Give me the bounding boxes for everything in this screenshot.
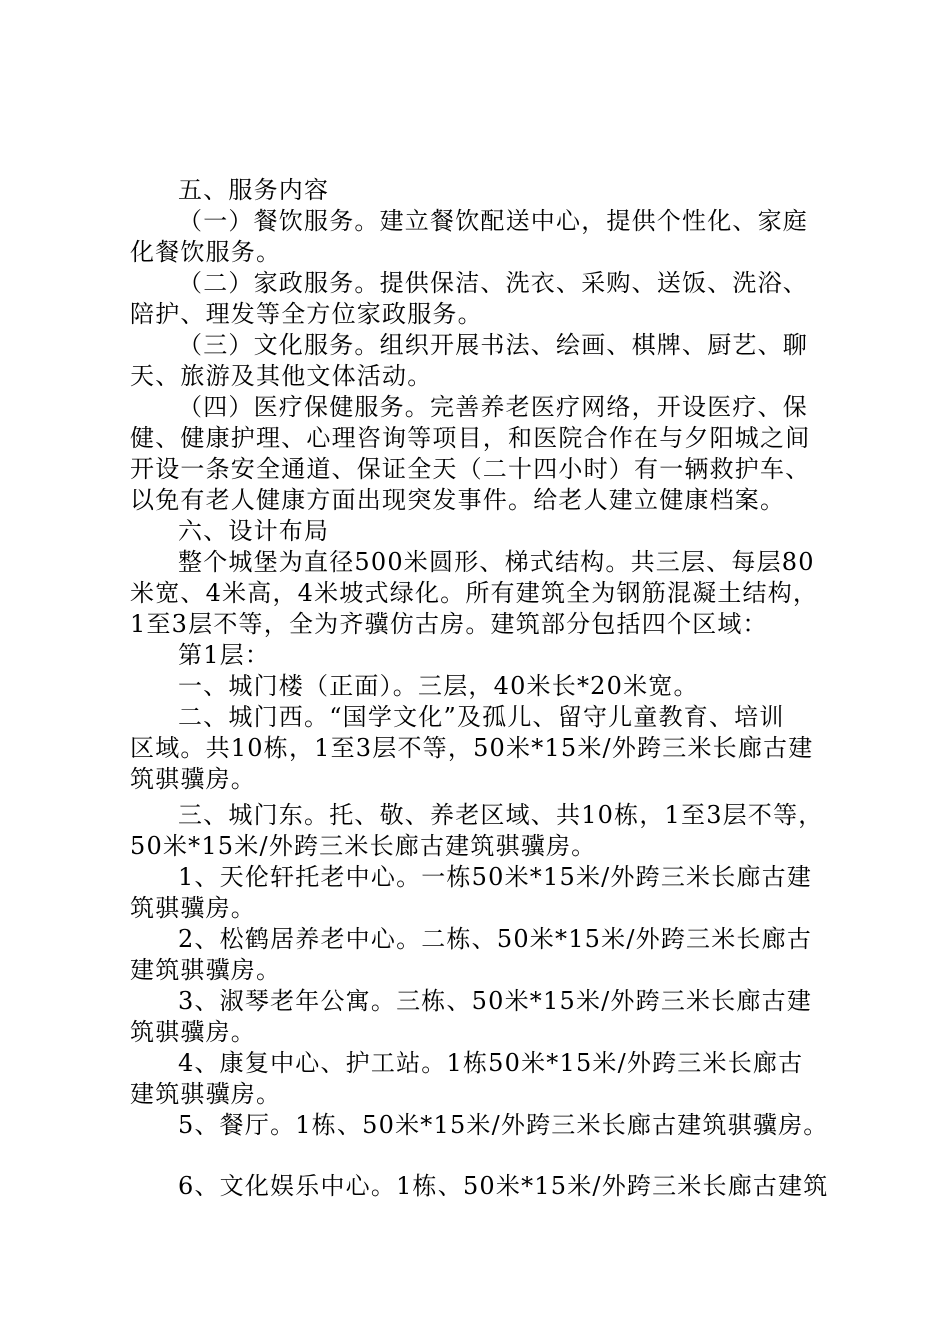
paragraph-line: 三、城门东。托、敬、养老区域、共10栋，1至3层不等， xyxy=(178,801,824,829)
paragraph-line: 米宽、4米高，4米坡式绿化。所有建筑全为钢筋混凝土结构， xyxy=(130,579,819,607)
section-heading-services: 五、服务内容 xyxy=(178,176,330,204)
paragraph-line: 3、淑琴老年公寓。三栋、50米*15米/外跨三米长廊古建 xyxy=(178,987,813,1015)
paragraph-line: 筑骐骥房。 xyxy=(130,894,256,922)
paragraph-line: 50米*15米/外跨三米长廊古建筑骐骥房。 xyxy=(130,832,597,860)
paragraph-line: 建筑骐骥房。 xyxy=(130,956,282,984)
paragraph-line: 4、康复中心、护工站。1栋50米*15米/外跨三米长廊古 xyxy=(178,1049,804,1077)
section-heading-layout: 六、设计布局 xyxy=(178,517,330,545)
paragraph-line: 天、旅游及其他文体活动。 xyxy=(130,362,433,390)
paragraph-line: 二、城门西。“国学文化”及孤儿、留守儿童教育、培训 xyxy=(178,703,785,731)
paragraph-line: 1至3层不等，全为齐骥仿古房。建筑部分包括四个区域： xyxy=(130,610,768,638)
paragraph-line: 5、餐厅。1栋、50米*15米/外跨三米长廊古建筑骐骥房。 xyxy=(178,1111,829,1139)
paragraph-line: 以免有老人健康方面出现突发事件。给老人建立健康档案。 xyxy=(130,486,786,514)
paragraph-line: 整个城堡为直径500米圆形、梯式结构。共三层、每层80 xyxy=(178,548,815,576)
paragraph-line: 化餐饮服务。 xyxy=(130,238,282,266)
floor-heading: 第1层： xyxy=(178,641,271,669)
paragraph-line: （一）餐饮服务。建立餐饮配送中心，提供个性化、家庭 xyxy=(178,207,808,235)
paragraph-line: （三）文化服务。组织开展书法、绘画、棋牌、厨艺、聊 xyxy=(178,331,808,359)
paragraph-line: 一、城门楼（正面）。三层，40米长*20米宽。 xyxy=(178,672,699,700)
paragraph-line: 1、天伦轩托老中心。一栋50米*15米/外跨三米长廊古建 xyxy=(178,863,813,891)
paragraph-line: 建筑骐骥房。 xyxy=(130,1080,282,1108)
paragraph-line: 6、文化娱乐中心。1栋、50米*15米/外跨三米长廊古建筑 xyxy=(178,1172,829,1200)
paragraph-line: 健、健康护理、心理咨询等项目，和医院合作在与夕阳城之间 xyxy=(130,424,811,452)
paragraph-line: 筑骐骥房。 xyxy=(130,765,256,793)
paragraph-line: 筑骐骥房。 xyxy=(130,1018,256,1046)
paragraph-line: 区域。共10栋，1至3层不等，50米*15米/外跨三米长廊古建 xyxy=(130,734,814,762)
paragraph-line: （二）家政服务。提供保洁、洗衣、采购、送饭、洗浴、 xyxy=(178,269,808,297)
paragraph-line: 陪护、理发等全方位家政服务。 xyxy=(130,300,483,328)
paragraph-line: 2、松鹤居养老中心。二栋、50米*15米/外跨三米长廊古 xyxy=(178,925,813,953)
paragraph-line: 开设一条安全通道、保证全天（二十四小时）有一辆救护车、 xyxy=(130,455,811,483)
paragraph-line: （四）医疗保健服务。完善养老医疗网络，开设医疗、保 xyxy=(178,393,808,421)
